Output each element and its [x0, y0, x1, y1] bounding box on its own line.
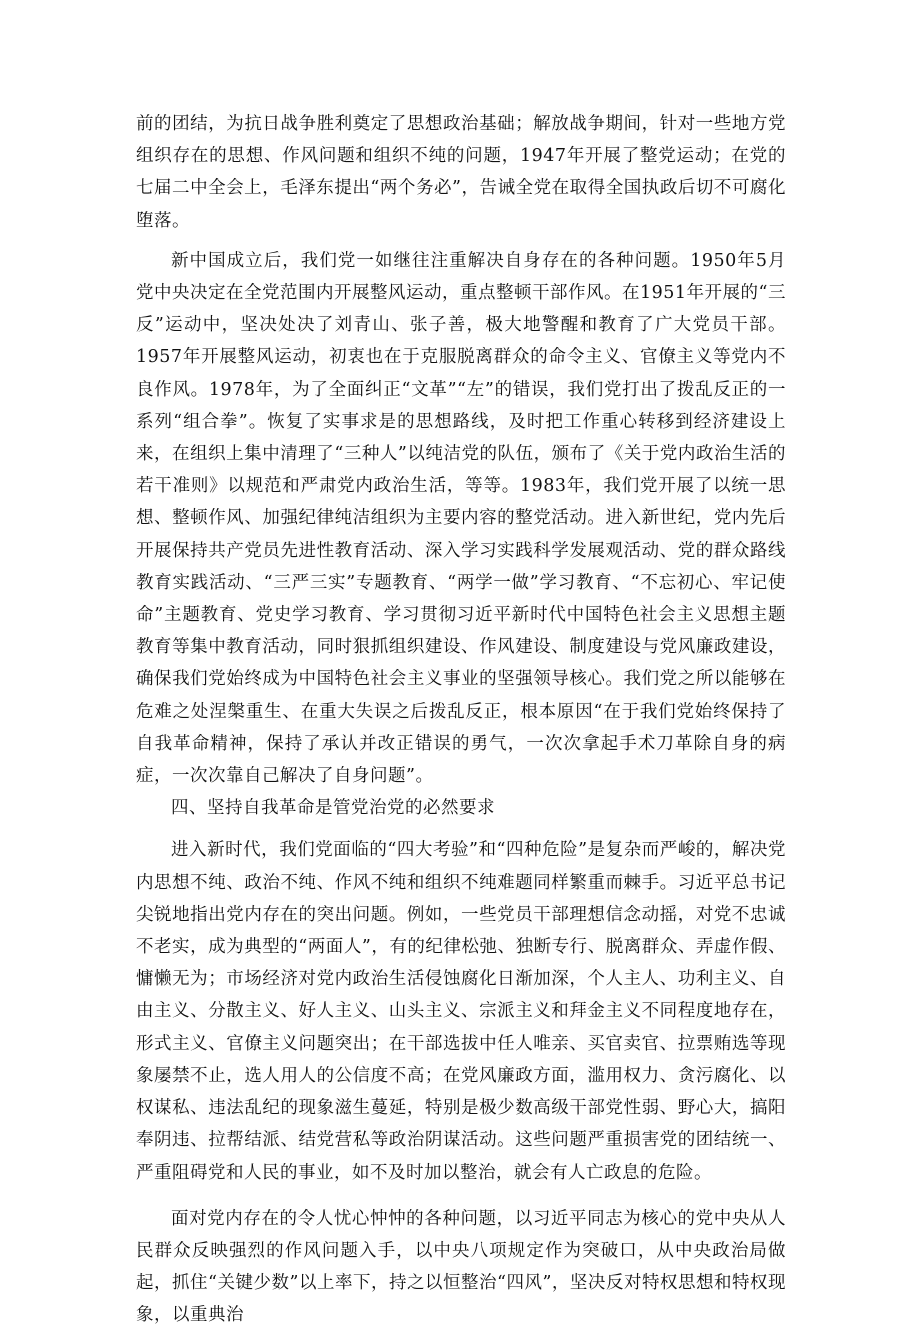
section-heading: 四、坚持自我革命是管党治党的必然要求	[171, 798, 495, 819]
document-page	[136, 108, 786, 1332]
paragraph-3: 进入新时代，我们党面临的“四大考验”和“四种危险”是复杂而严峻的，解决党内思想不纯、政治不纯、作风不纯和组织不纯难题同样繁重而棘手。习近平总书记尖锐地指出党内存在的突出问题。例如，一些党员干部理想信念动摇，对党不忠诚不老实，成为典型的“两面人”，有的纪律松弛、独断专行、脱离群众、弄虚作假、慵懒无为；市场经济对党内政治生活侵蚀腐化日渐加深，个人主人、功利主义、自由主义、分散主义、好人主义、山头主义、宗派主义和拜金主义不同程度地存在，形式主义、官僚主义问题突出；在干部选拔中任人唯亲、买官卖官、拉票贿选等现象屡禁不止，选人用人的公信度不高；在党风廉政方面，滥用权力、贪污腐化、以权谋私、违法乱纪的现象滋生蔓延，特别是极少数高级干部党性弱、野心大，搞阳奉阴违、拉帮结派、结党营私等政治阴谋活动。这些问题严重损害党的团结统一、严重阻碍党和人民的事业，如不及时加以整治，就会有人亡政息的危险。	[136, 840, 786, 1183]
paragraph-1: 前的团结，为抗日战争胜利奠定了思想政治基础；解放战争期间，针对一些地方党组织存在的思想、作风问题和组织不纯的问题，1947年开展了整党运动；在党的七届二中全会上，毛泽东提出“两个务必”，告诫全党在取得全国执政后切不可腐化堕落。	[136, 114, 786, 231]
paragraph-2: 新中国成立后，我们党一如继往注重解决自身存在的各种问题。1950年5月党中央决定在全党范围内开展整风运动，重点整顿干部作风。在1951年开展的“三反”运动中，坚决处决了刘青山、张子善，极大地警醒和教育了广大党员干部。1957年开展整风运动，初衷也在于克服脱离群众的命令主义、官僚主义等党内不良作风。1978年，为了全面纠正“文革”“左”的错误，我们党打出了拨乱反正的一系列“组合拳”。恢复了实事求是的思想路线，及时把工作重心转移到经济建设上来，在组织上集中清理了“三种人”以纯洁党的队伍，颁布了《关于党内政治生活的若干准则》以规范和严肃党内政治生活，等等。1983年，我们党开展了以统一思想、整顿作风、加强纪律纯洁组织为主要内容的整党活动。进入新世纪，党内先后开展保持共产党员先进性教育活动、深入学习实践科学发展观活动、党的群众路线教育实践活动、“三严三实”专题教育、“两学一做”学习教育、“不忘初心、牢记使命”主题教育、党史学习教育、学习贯彻习近平新时代中国特色社会主义思想主题教育等集中教育活动，同时狠抓组织建设、作风建设、制度建设与党风廉政建设，确保我们党始终成为中国特色社会主义事业的坚强领导核心。我们党之所以能够在危难之处涅槃重生、在重大失误之后拨乱反正，根本原因“在于我们党始终保持了自我革命精神，保持了承认并改正错误的勇气，一次次拿起手术刀革除自身的病症，一次次靠自己解决了自身问题”。	[136, 250, 786, 787]
paragraph-4: 面对党内存在的令人忧心忡忡的各种问题，以习近平同志为核心的党中央从人民群众反映强烈的作风问题入手，以中央八项规定作为突破口，从中央政治局做起，抓住“关键少数”以上率下，持之以恒整治“四风”，坚决反对特权思想和特权现象，以重典治	[136, 1208, 786, 1326]
